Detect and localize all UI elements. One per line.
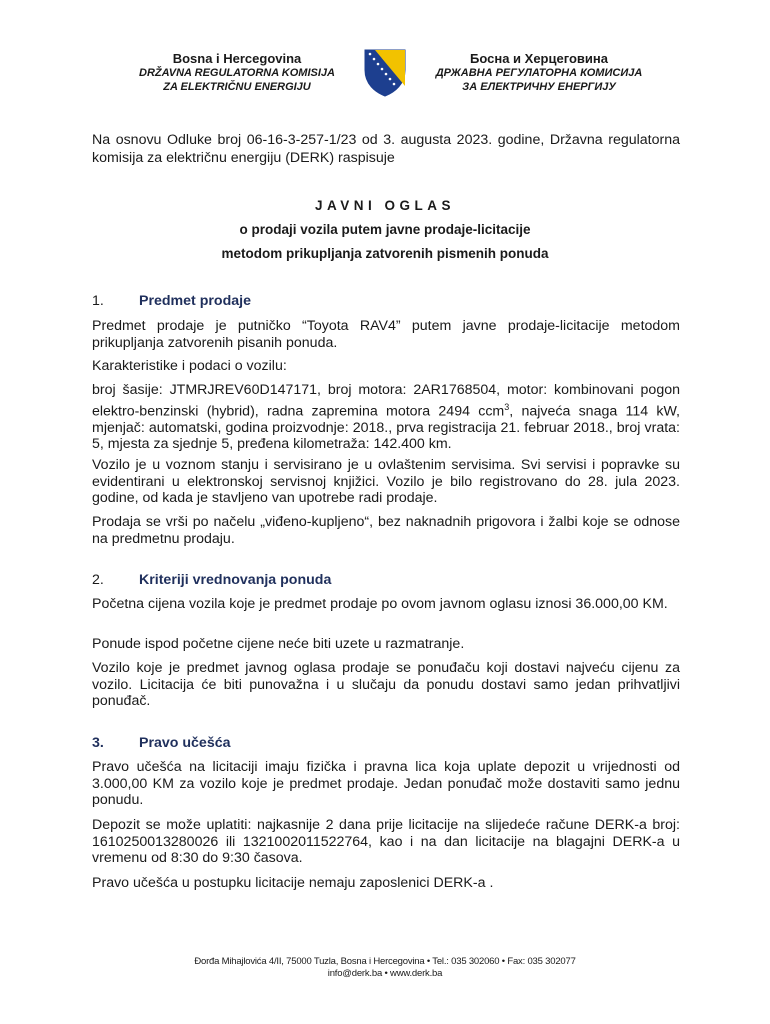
section-3-heading <box>92 735 231 751</box>
footer-contact: info@derk.ba • www.derk.ba <box>327 968 443 979</box>
bih-coat-of-arms-icon <box>363 48 407 98</box>
section-3-paragraph-2: Depozit se može uplatiti: najkasnije 2 dana prije licitacije na slijedeće račune DERK-a broj: 1610250013280026 ili 1321002011522764, kao i na dan licitacije na blagajni DERK-a u vremenu od 8:30 do 9:30 časova. <box>92 817 680 866</box>
document-subtitle-1: o prodaji vozila putem javne prodaje-licitacije <box>239 222 531 237</box>
page-footer <box>0 956 770 980</box>
section-title: Predmet prodaje <box>139 293 251 309</box>
section-number: 3. <box>92 735 104 751</box>
section-1-paragraph-5: Prodaja se vrši po načelu „viđeno-kupljeno“, bez naknadnih prigovora i žalbi koje se odnose na predmetnu prodaju. <box>92 514 680 547</box>
header-agency-cyrillic-line1: ДРЖАВНА РЕГУЛАТОРНА КОМИСИЈА <box>435 67 643 79</box>
header-agency-latin-line1: DRŽAVNA REGULATORNA KOMISIJA <box>139 67 335 79</box>
header-country-latin: Bosna i Hercegovina <box>172 51 302 66</box>
section-2-paragraph-2: Ponude ispod početne cijene neće biti uzete u razmatranje. <box>92 636 465 652</box>
section-2-heading <box>92 572 331 588</box>
document-subtitle-2: metodom prikupljanja zatvorenih pismenih ponuda <box>221 246 549 261</box>
header-country-cyrillic: Босна и Херцеговина <box>470 51 608 66</box>
section-3-paragraph-1: Pravo učešća na licitaciji imaju fizička i pravna lica koja uplate depozit u vrijednosti od 3.000,00 KM za vozilo koje je predmet prodaje. Jedan ponuđač može dostaviti samo jednu ponudu. <box>92 759 680 808</box>
section-1-heading <box>92 293 251 309</box>
section-1-paragraph-1: Predmet prodaje je putničko “Toyota RAV4” putem javne prodaje-licitacije metodom prikupljanja zatvorenih pisanih ponuda. <box>92 318 680 351</box>
vehicle-specs-text-a: broj šasije: JTMRJREV60D147171, broj motora: 2AR1768504, motor: kombinovani pogon elektro-benzinski (hybrid), radna zapremina motora 2494 ccm <box>92 382 680 420</box>
vehicle-specs-superscript: 3 <box>504 401 510 412</box>
section-1-paragraph-4: Vozilo je u voznom stanju i servisirano je u ovlaštenim servisima. Svi servisi i popravke su evidentirani u elektronskoj servisnoj knjižici. Vozilo je bilo registrovano do 28. jula 2023. godine, od kada je stavljeno van upotrebe radi prodaje. <box>92 457 680 506</box>
section-1-paragraph-3 <box>92 382 680 453</box>
section-title: Pravo učešća <box>139 735 231 751</box>
header-agency-latin-line2: ZA ELEKTRIČNU ENERGIJU <box>163 81 311 93</box>
section-3-paragraph-3: Pravo učešća u postupku licitacije nemaju zaposlenici DERK-a . <box>92 875 494 891</box>
header-agency-cyrillic-line2: ЗА ЕЛЕКТРИЧНУ ЕНЕРГИЈУ <box>462 81 616 93</box>
intro-paragraph: Na osnovu Odluke broj 06-16-3-257-1/23 od 3. augusta 2023. godine, Državna regulatorna komisija za električnu energiju (DERK) raspisuje <box>92 132 680 166</box>
header-cyrillic <box>408 52 670 94</box>
section-title: Kriteriji vrednovanja ponuda <box>139 572 332 588</box>
section-1-paragraph-2: Karakteristike i podaci o vozilu: <box>92 358 287 374</box>
section-number: 1. <box>92 293 104 309</box>
section-2-paragraph-1: Početna cijena vozila koje je predmet prodaje po ovom javnom oglasu iznosi 36.000,00 KM. <box>92 596 668 612</box>
footer-address: Đorđa Mihajlovića 4/II, 75000 Tuzla, Bosna i Hercegovina • Tel.: 035 302060 • Fax: 035 302077 <box>194 956 576 967</box>
section-number: 2. <box>92 572 104 588</box>
header-latin <box>112 52 362 94</box>
vehicle-specs-text-b: , najveća snaga 114 kW, mjenjač: automatski, godina proizvodnje: 2018., prva registracija 21. februar 2018., broj vrata: 5, mjesta za sjednje 5, pređena kilometraža: 142.400 km. <box>92 403 681 453</box>
document-title: JAVNI OGLAS <box>314 198 455 213</box>
section-2-paragraph-3: Vozilo koje je predmet javnog oglasa prodaje se ponuđaču koji dostavi najveću cijenu za vozilo. Licitacija će biti punovažna i u slučaju da ponudu dostavi samo jedan prihvatljivi ponuđač. <box>92 660 680 709</box>
